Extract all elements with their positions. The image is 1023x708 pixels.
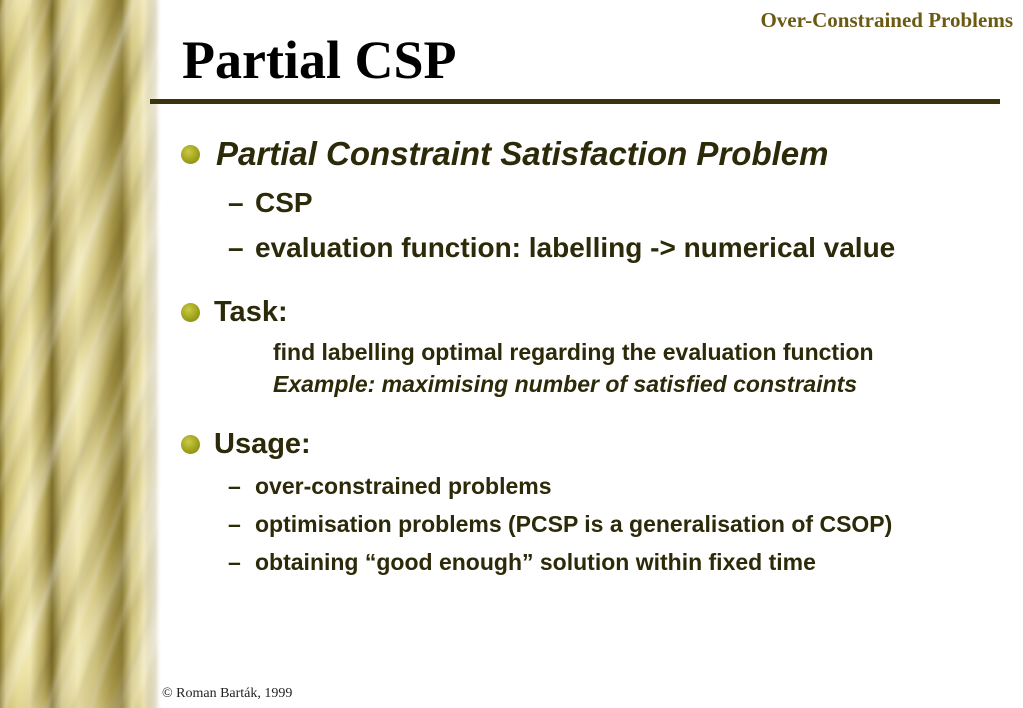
- example-line: Example: maximising number of satisfied constraints: [273, 371, 858, 397]
- footer-copyright: © Roman Barták, 1999: [162, 686, 293, 701]
- title-divider: [150, 99, 1000, 104]
- dash-icon: –: [228, 232, 244, 263]
- bullet-dot-icon: [181, 145, 200, 164]
- slide-title: Partial CSP: [182, 30, 457, 90]
- sub-bullet: CSP: [255, 187, 313, 218]
- bullet-dot-icon: [181, 303, 200, 322]
- sub-bullet: evaluation function: labelling -> numerical value: [255, 232, 896, 263]
- dash-icon: –: [228, 549, 241, 575]
- sidebar-fade: [138, 0, 162, 708]
- sub-bullet: over-constrained problems: [255, 473, 552, 499]
- bullet-heading: Partial Constraint Satisfaction Problem: [216, 135, 829, 172]
- bullet-heading: Usage:: [214, 428, 311, 460]
- dash-icon: –: [228, 473, 241, 499]
- body-line: find labelling optimal regarding the evaluation function: [273, 339, 874, 365]
- sub-bullet: optimisation problems (PCSP is a generalisation of CSOP): [255, 511, 893, 537]
- bullet-heading: Task:: [214, 296, 288, 328]
- sub-bullet: obtaining “good enough” solution within fixed time: [255, 549, 816, 575]
- dash-icon: –: [228, 187, 244, 218]
- section-title: Over-Constrained Problems: [760, 8, 1013, 32]
- bullet-dot-icon: [181, 435, 200, 454]
- dash-icon: –: [228, 511, 241, 537]
